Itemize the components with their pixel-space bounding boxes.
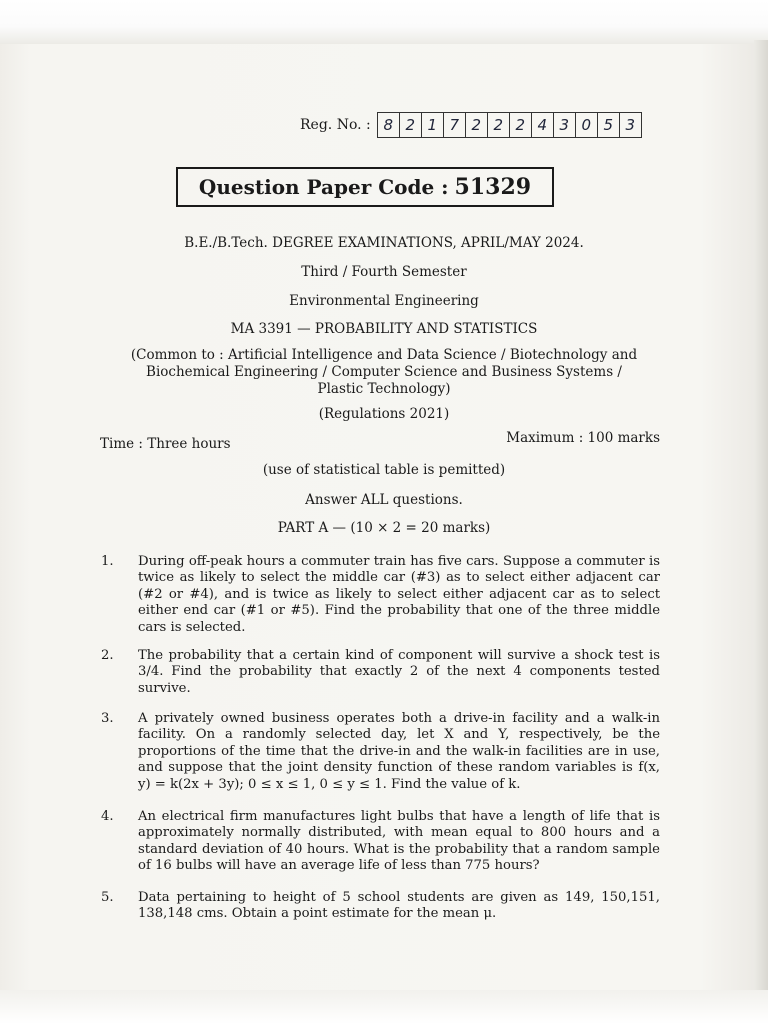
question-text: A privately owned business operates both a drive-in facility and a walk-in facility. On a randomly selected day, let X and Y, respectively, be the proportions of the time that the drive-in and the walk-in facilities are in use, and suppose that the joint density function of these random variables is f(x, y) = k(2x + 3y); 0 ≤ x ≤ 1, 0 ≤ y ≤ 1. Find the value of k. [138, 711, 660, 792]
register-number-boxes [377, 112, 642, 138]
question-paper-code-label: Question Paper Code : [198, 175, 449, 199]
exam-title: B.E./B.Tech. DEGREE EXAMINATIONS, APRIL/MAY 2024. [184, 235, 584, 251]
question-number: 1. [101, 554, 114, 569]
question-number: 2. [101, 648, 114, 663]
register-digit: 8 [378, 113, 400, 137]
common-to-line-2: Biochemical Engineering / Computer Science and Business Systems / [146, 364, 622, 380]
register-digit: 7 [444, 113, 466, 137]
instruction: Answer ALL questions. [305, 492, 463, 508]
question-text: The probability that a certain kind of component will survive a shock test is 3/4. Find the probability that exactly 2 of the next 4 components tested survive. [138, 648, 660, 696]
semester: Third / Fourth Semester [301, 264, 467, 280]
register-digit: 3 [554, 113, 576, 137]
question-text: An electrical firm manufactures light bulbs that have a length of life that is approximately normally distributed, with mean equal to 800 hours and a standard deviation of 40 hours. What is the probability that a random sample of 16 bulbs will have an average life of less than 775 hours? [138, 809, 660, 874]
question-paper-code: 51329 [454, 174, 532, 200]
question-number: 5. [101, 890, 114, 905]
register-digit: 5 [598, 113, 620, 137]
question-number: 4. [101, 809, 114, 824]
question-number: 3. [101, 711, 114, 726]
scan-top-edge [0, 0, 768, 44]
register-digit: 3 [625, 116, 636, 134]
register-digit: 2 [466, 113, 488, 137]
branch: Environmental Engineering [289, 293, 479, 309]
maximum-marks: Maximum : 100 marks [506, 430, 660, 446]
register-number [300, 112, 642, 138]
common-to-line-1: (Common to : Artificial Intelligence and Data Science / Biotechnology and [130, 347, 638, 363]
common-to-line-3: Plastic Technology) [317, 381, 451, 397]
scan-bottom-edge [0, 990, 768, 1024]
statistical-table-note: (use of statistical table is pemitted) [262, 462, 506, 478]
register-digit: 2 [400, 113, 422, 137]
regulations: (Regulations 2021) [318, 406, 450, 422]
register-number-label: Reg. No. : [300, 117, 371, 133]
question-text: Data pertaining to height of 5 school students are given as 149, 150,151, 138,148 cms. Obtain a point estimate for the mean μ. [138, 890, 660, 922]
register-digit: 0 [576, 113, 598, 137]
register-digit: 2 [488, 113, 510, 137]
part-a-heading: PART A — (10 × 2 = 20 marks) [277, 520, 491, 536]
register-digit: 2 [510, 113, 532, 137]
register-digit: 1 [422, 113, 444, 137]
register-digit: 4 [532, 113, 554, 137]
exam-duration: Time : Three hours [100, 436, 231, 452]
question-paper-code-box [176, 167, 554, 207]
question-text: During off-peak hours a commuter train has five cars. Suppose a commuter is twice as likely to select the middle car (#3) as to select either adjacent car (#2 or #4), and is twice as likely to select either adjacent car as to select either end car (#1 or #5). Find the probability that one of the three middle cars is selected. [138, 554, 660, 635]
subject-title: MA 3391 — PROBABILITY AND STATISTICS [230, 321, 538, 337]
